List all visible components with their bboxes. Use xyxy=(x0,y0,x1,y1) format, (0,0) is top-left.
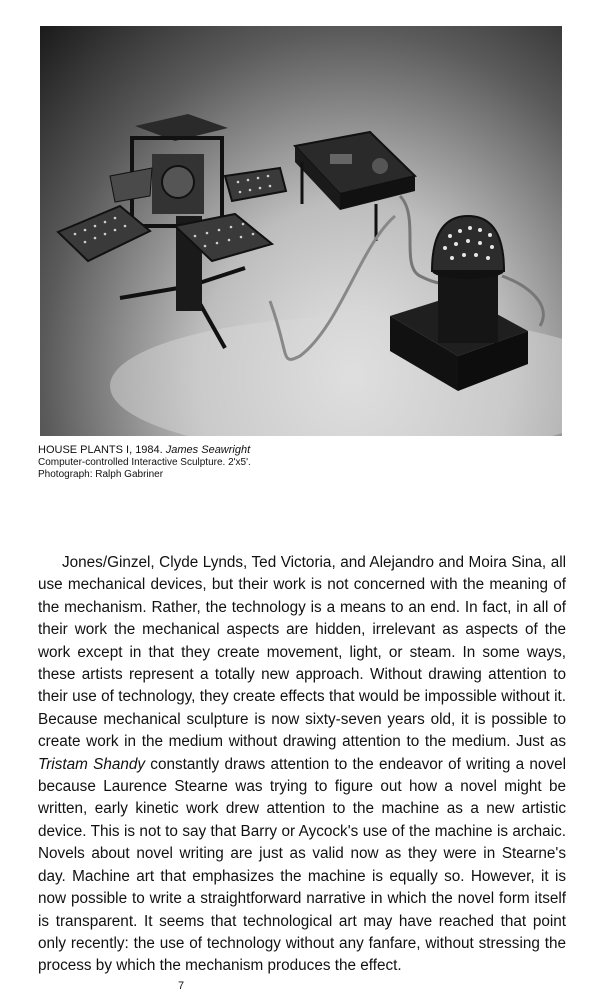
caption-title-line xyxy=(38,444,398,457)
plant-sculpture xyxy=(58,114,286,348)
body-text xyxy=(38,552,566,978)
control-box xyxy=(295,132,415,241)
sculpture-photograph xyxy=(40,26,562,436)
caption-title: HOUSE PLANTS I, 1984. xyxy=(38,444,163,456)
caption-artist: James Seawright xyxy=(165,444,251,456)
caption-medium: Computer-controlled Interactive Sculpture. 2'x5'. xyxy=(38,457,251,468)
figure-caption xyxy=(38,444,398,481)
caption-credit: Photograph: Ralph Gabriner xyxy=(38,469,164,480)
body-text-part1: Jones/Ginzel, Clyde Lynds, Ted Victoria, and Alejandro and Moira Sina, all use mechanical devices, but their work is not concerned with the meaning of the mechanism. Rather, the technology is a means to an end. In fact, in all of their work the mechanical aspects are hidden, irrelevant as aspects of the work except in that they create movement, light, or steam. In some ways, these artists represent a totally new approach. Without drawing attention to their use of technology, they create effects that would be impossible without it. Because mechanical sculpture is now sixty-seven years old, it is possible to create work in the medium without drawing attention to the medium. Just as xyxy=(38,554,566,751)
body-paragraph xyxy=(38,552,566,978)
italic-book-title: Tristam Shandy xyxy=(38,755,146,773)
sculpture-illustration xyxy=(40,26,562,436)
page-number: 7 xyxy=(178,980,185,992)
body-text-part2: constantly draws attention to the endeavor of writing a novel because Laurence Stearne was trying to figure out how a novel might be written, early kinetic work drew attention to the machine as a new artistic device. This is not to say that Barry or Aycock's use of the machine is archaic. Novels about novel writing are just as valid now as they were in Stearne's day. Machine art that emphasizes the machine is equally so. However, it is now possible to write a straightforward narrative in which the novel form itself is transparent. It seems that technological art may have reached that point only recently: the use of technology without any fanfare, without stressing the process by which the mechanism produces the effect. xyxy=(38,755,566,975)
